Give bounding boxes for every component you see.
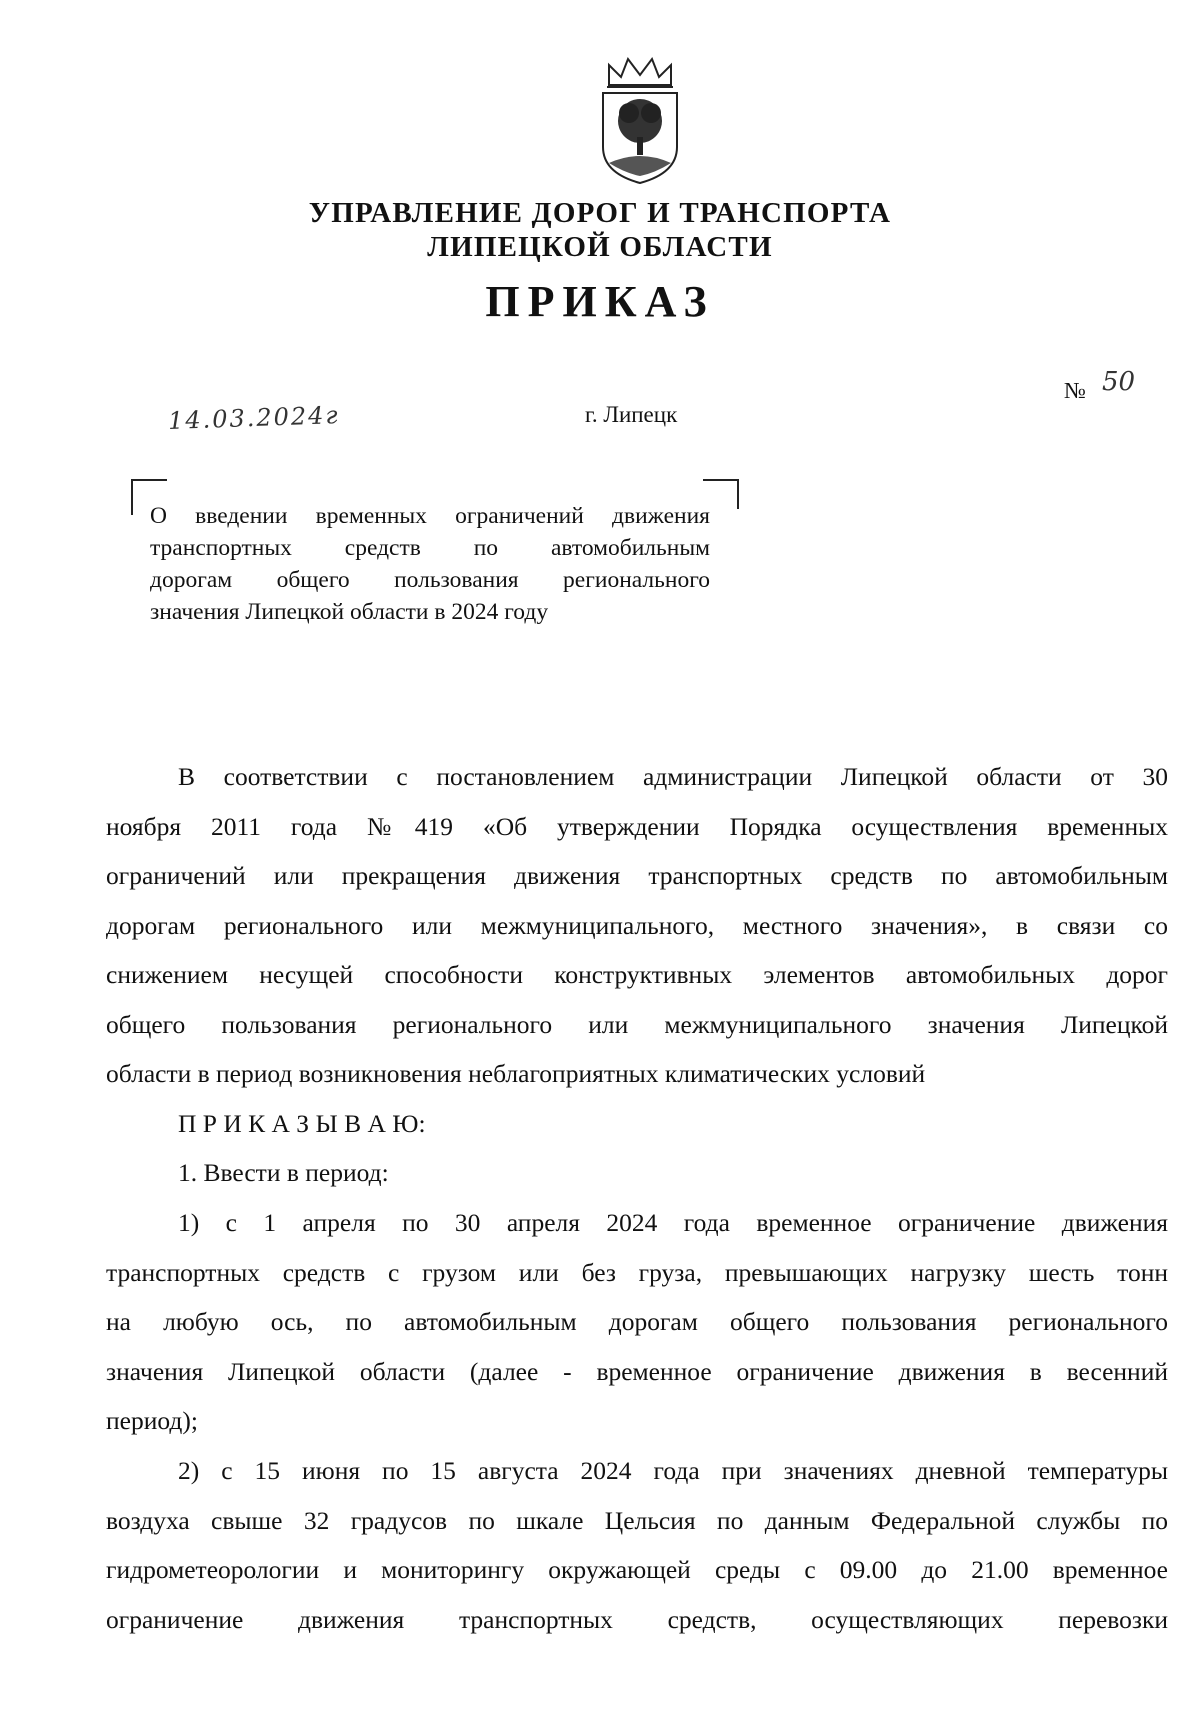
- body-line: 1. Ввести в период:: [178, 1158, 389, 1187]
- body-line: ограничений или прекращения движения транспортных средств по автомобильным: [106, 861, 1168, 890]
- body-line: снижением несущей способности конструктивных элементов автомобильных дорог: [106, 960, 1168, 989]
- body-line: значения Липецкой области (далее - временное ограничение движения в весенний: [106, 1357, 1168, 1386]
- body-line: общего пользования регионального или межмуниципального значения Липецкой: [106, 1010, 1168, 1039]
- handwritten-order-number: 50: [1102, 367, 1136, 397]
- subject-line: транспортных средств по автомобильным: [150, 535, 710, 561]
- body-line: 1) с 1 апреля по 30 апреля 2024 года временное ограничение движения: [178, 1208, 1168, 1237]
- handwritten-date: 14.03.2024г: [167, 401, 340, 435]
- order-directive-heading: П Р И К А З Ы В А Ю:: [178, 1109, 426, 1138]
- body-line: на любую ось, по автомобильным дорогам общего пользования регионального: [106, 1307, 1168, 1336]
- subject-line: значения Липецкой области в 2024 году: [150, 599, 549, 625]
- organization-name-line-2: ЛИПЕЦКОЙ ОБЛАСТИ: [427, 231, 773, 263]
- city-label: г. Липецк: [585, 402, 678, 427]
- body-line: гидрометеорологии и мониторингу окружающей среды с 09.00 до 21.00 временное: [106, 1555, 1168, 1584]
- body-line: области в период возникновения неблагоприятных климатических условий: [106, 1059, 926, 1088]
- body-line: период);: [106, 1406, 198, 1435]
- order-subject: [150, 500, 710, 628]
- body-line: дорогам регионального или межмуниципального, местного значения», в связи со: [106, 911, 1168, 940]
- body-line: воздуха свыше 32 градусов по шкале Цельсия по данным Федеральной службы по: [106, 1506, 1168, 1535]
- subject-line: О введении временных ограничений движения: [150, 503, 710, 529]
- subject-line: дорогам общего пользования регионального: [150, 567, 710, 593]
- body-line: В соответствии с постановлением администрации Липецкой области от 30: [178, 762, 1168, 791]
- body-line: 2) с 15 июня по 15 августа 2024 года при значениях дневной температуры: [178, 1456, 1168, 1485]
- coat-of-arms-emblem: [595, 55, 685, 185]
- body-line: транспортных средств с грузом или без груза, превышающих нагрузку шесть тонн: [106, 1258, 1168, 1287]
- body-line: ограничение движения транспортных средств, осуществляющих перевозки: [106, 1605, 1168, 1634]
- document-title: ПРИКАЗ: [485, 277, 715, 326]
- order-number-label: №: [1064, 378, 1086, 403]
- body-line: ноября 2011 года №419 «Об утверждении Порядка осуществления временных: [106, 812, 1168, 841]
- organization-name-line-1: УПРАВЛЕНИЕ ДОРОГ И ТРАНСПОРТА: [308, 197, 892, 229]
